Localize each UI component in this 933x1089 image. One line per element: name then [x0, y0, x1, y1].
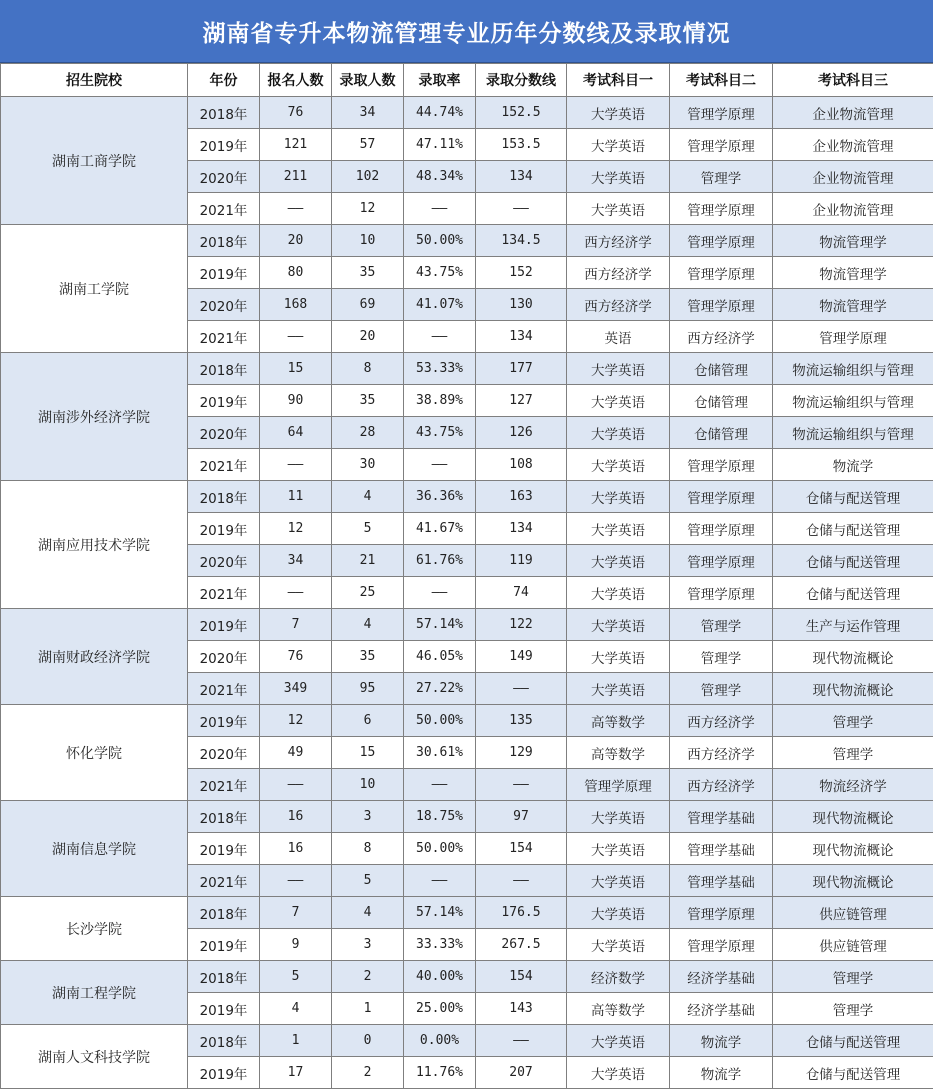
cutoff-score-cell: ——: [476, 769, 567, 801]
admitted-cell: 30: [332, 449, 404, 481]
subject-3-cell: 物流管理学: [773, 289, 933, 321]
admitted-cell: 10: [332, 769, 404, 801]
subject-3-cell: 现代物流概论: [773, 641, 933, 673]
year-cell: 2020年: [188, 737, 260, 769]
cutoff-score-cell: 149: [476, 641, 567, 673]
table-row: [1, 481, 933, 513]
subject-1-cell: 大学英语: [567, 449, 670, 481]
subject-1-cell: 大学英语: [567, 673, 670, 705]
admission-rate-cell: 41.67%: [404, 513, 476, 545]
year-cell: 2021年: [188, 865, 260, 897]
cutoff-score-cell: 134: [476, 161, 567, 193]
admitted-cell: 69: [332, 289, 404, 321]
subject-2-cell: 管理学原理: [670, 97, 773, 129]
cutoff-score-cell: 152: [476, 257, 567, 289]
subject-3-cell: 现代物流概论: [773, 673, 933, 705]
cutoff-score-cell: 129: [476, 737, 567, 769]
subject-1-cell: 大学英语: [567, 609, 670, 641]
subject-1-cell: 高等数学: [567, 993, 670, 1025]
subject-1-cell: 大学英语: [567, 1057, 670, 1089]
subject-2-cell: 管理学原理: [670, 225, 773, 257]
school-name-cell: 湖南工程学院: [1, 961, 188, 1025]
admission-rate-cell: 43.75%: [404, 257, 476, 289]
admission-rate-cell: 53.33%: [404, 353, 476, 385]
subject-3-cell: 管理学: [773, 705, 933, 737]
cutoff-score-cell: 122: [476, 609, 567, 641]
header-school: 招生院校: [1, 64, 188, 97]
applicants-cell: 76: [260, 97, 332, 129]
admission-rate-cell: ——: [404, 577, 476, 609]
cutoff-score-cell: 74: [476, 577, 567, 609]
table-row: [1, 961, 933, 993]
year-cell: 2018年: [188, 961, 260, 993]
subject-2-cell: 管理学原理: [670, 481, 773, 513]
admission-rate-cell: 0.00%: [404, 1025, 476, 1057]
admitted-cell: 21: [332, 545, 404, 577]
subject-3-cell: 物流经济学: [773, 769, 933, 801]
subject-1-cell: 大学英语: [567, 417, 670, 449]
year-cell: 2021年: [188, 449, 260, 481]
subject-3-cell: 管理学: [773, 961, 933, 993]
subject-1-cell: 大学英语: [567, 161, 670, 193]
admitted-cell: 4: [332, 481, 404, 513]
subject-3-cell: 企业物流管理: [773, 193, 933, 225]
admitted-cell: 5: [332, 513, 404, 545]
subject-1-cell: 西方经济学: [567, 289, 670, 321]
school-name-cell: 湖南应用技术学院: [1, 481, 188, 609]
admission-rate-cell: ——: [404, 865, 476, 897]
year-cell: 2018年: [188, 481, 260, 513]
admission-rate-cell: 18.75%: [404, 801, 476, 833]
table-row: [1, 897, 933, 929]
subject-3-cell: 生产与运作管理: [773, 609, 933, 641]
admission-rate-cell: 47.11%: [404, 129, 476, 161]
school-name-cell: 湖南涉外经济学院: [1, 353, 188, 481]
applicants-cell: ——: [260, 577, 332, 609]
admission-rate-cell: 57.14%: [404, 609, 476, 641]
subject-1-cell: 西方经济学: [567, 225, 670, 257]
subject-1-cell: 大学英语: [567, 545, 670, 577]
cutoff-score-cell: ——: [476, 193, 567, 225]
subject-2-cell: 管理学原理: [670, 289, 773, 321]
subject-2-cell: 经济学基础: [670, 993, 773, 1025]
applicants-cell: 211: [260, 161, 332, 193]
admission-table: [0, 63, 933, 1089]
cutoff-score-cell: 97: [476, 801, 567, 833]
admitted-cell: 3: [332, 929, 404, 961]
applicants-cell: ——: [260, 865, 332, 897]
table-row: [1, 225, 933, 257]
admission-rate-cell: 33.33%: [404, 929, 476, 961]
year-cell: 2018年: [188, 1025, 260, 1057]
header-applicants: 报名人数: [260, 64, 332, 97]
cutoff-score-cell: 127: [476, 385, 567, 417]
admission-rate-cell: ——: [404, 449, 476, 481]
applicants-cell: 168: [260, 289, 332, 321]
subject-3-cell: 企业物流管理: [773, 129, 933, 161]
school-name-cell: 湖南财政经济学院: [1, 609, 188, 705]
cutoff-score-cell: 119: [476, 545, 567, 577]
cutoff-score-cell: 153.5: [476, 129, 567, 161]
subject-2-cell: 物流学: [670, 1025, 773, 1057]
applicants-cell: 5: [260, 961, 332, 993]
admission-rate-cell: 27.22%: [404, 673, 476, 705]
year-cell: 2021年: [188, 577, 260, 609]
subject-3-cell: 管理学: [773, 737, 933, 769]
applicants-cell: 17: [260, 1057, 332, 1089]
subject-1-cell: 经济数学: [567, 961, 670, 993]
subject-3-cell: 现代物流概论: [773, 801, 933, 833]
year-cell: 2021年: [188, 673, 260, 705]
admission-rate-cell: 41.07%: [404, 289, 476, 321]
school-name-cell: 长沙学院: [1, 897, 188, 961]
table-row: [1, 705, 933, 737]
year-cell: 2019年: [188, 129, 260, 161]
applicants-cell: 4: [260, 993, 332, 1025]
cutoff-score-cell: ——: [476, 865, 567, 897]
cutoff-score-cell: 177: [476, 353, 567, 385]
cutoff-score-cell: 176.5: [476, 897, 567, 929]
subject-2-cell: 仓储管理: [670, 353, 773, 385]
year-cell: 2020年: [188, 417, 260, 449]
applicants-cell: ——: [260, 769, 332, 801]
subject-3-cell: 物流运输组织与管理: [773, 353, 933, 385]
admission-rate-cell: 43.75%: [404, 417, 476, 449]
admitted-cell: 35: [332, 385, 404, 417]
applicants-cell: 16: [260, 833, 332, 865]
admitted-cell: 102: [332, 161, 404, 193]
year-cell: 2019年: [188, 833, 260, 865]
subject-1-cell: 大学英语: [567, 481, 670, 513]
year-cell: 2018年: [188, 897, 260, 929]
cutoff-score-cell: 108: [476, 449, 567, 481]
admission-rate-cell: 46.05%: [404, 641, 476, 673]
subject-2-cell: 管理学原理: [670, 193, 773, 225]
applicants-cell: ——: [260, 449, 332, 481]
subject-1-cell: 高等数学: [567, 705, 670, 737]
year-cell: 2019年: [188, 993, 260, 1025]
admitted-cell: 6: [332, 705, 404, 737]
school-name-cell: 湖南工商学院: [1, 97, 188, 225]
subject-2-cell: 管理学: [670, 641, 773, 673]
year-cell: 2021年: [188, 193, 260, 225]
admission-rate-cell: 50.00%: [404, 225, 476, 257]
subject-3-cell: 物流运输组织与管理: [773, 385, 933, 417]
admission-rate-cell: 48.34%: [404, 161, 476, 193]
admitted-cell: 8: [332, 833, 404, 865]
cutoff-score-cell: 135: [476, 705, 567, 737]
admitted-cell: 8: [332, 353, 404, 385]
subject-1-cell: 西方经济学: [567, 257, 670, 289]
year-cell: 2019年: [188, 609, 260, 641]
header-year: 年份: [188, 64, 260, 97]
year-cell: 2018年: [188, 225, 260, 257]
subject-1-cell: 大学英语: [567, 929, 670, 961]
subject-3-cell: 仓储与配送管理: [773, 481, 933, 513]
admitted-cell: 28: [332, 417, 404, 449]
cutoff-score-cell: 207: [476, 1057, 567, 1089]
applicants-cell: 9: [260, 929, 332, 961]
subject-1-cell: 大学英语: [567, 897, 670, 929]
subject-2-cell: 物流学: [670, 1057, 773, 1089]
subject-3-cell: 物流学: [773, 449, 933, 481]
admitted-cell: 35: [332, 641, 404, 673]
admitted-cell: 4: [332, 609, 404, 641]
table-row: [1, 801, 933, 833]
subject-3-cell: 企业物流管理: [773, 97, 933, 129]
subject-2-cell: 仓储管理: [670, 385, 773, 417]
subject-2-cell: 西方经济学: [670, 321, 773, 353]
admission-rate-cell: 57.14%: [404, 897, 476, 929]
subject-1-cell: 大学英语: [567, 833, 670, 865]
year-cell: 2018年: [188, 353, 260, 385]
applicants-cell: 15: [260, 353, 332, 385]
subject-1-cell: 大学英语: [567, 385, 670, 417]
table-row: [1, 1025, 933, 1057]
subject-1-cell: 大学英语: [567, 353, 670, 385]
subject-3-cell: 企业物流管理: [773, 161, 933, 193]
year-cell: 2018年: [188, 801, 260, 833]
admission-rate-cell: 38.89%: [404, 385, 476, 417]
school-name-cell: 湖南工学院: [1, 225, 188, 353]
subject-1-cell: 大学英语: [567, 801, 670, 833]
admitted-cell: 35: [332, 257, 404, 289]
cutoff-score-cell: ——: [476, 673, 567, 705]
applicants-cell: 12: [260, 705, 332, 737]
school-name-cell: 怀化学院: [1, 705, 188, 801]
page-title: 湖南省专升本物流管理专业历年分数线及录取情况: [0, 0, 933, 63]
subject-1-cell: 高等数学: [567, 737, 670, 769]
cutoff-score-cell: 152.5: [476, 97, 567, 129]
subject-1-cell: 大学英语: [567, 193, 670, 225]
year-cell: 2019年: [188, 385, 260, 417]
year-cell: 2021年: [188, 321, 260, 353]
table-body: [1, 97, 933, 1089]
subject-3-cell: 物流管理学: [773, 225, 933, 257]
admitted-cell: 20: [332, 321, 404, 353]
applicants-cell: 7: [260, 609, 332, 641]
admitted-cell: 0: [332, 1025, 404, 1057]
cutoff-score-cell: 134: [476, 321, 567, 353]
admission-rate-cell: 11.76%: [404, 1057, 476, 1089]
admitted-cell: 57: [332, 129, 404, 161]
year-cell: 2019年: [188, 929, 260, 961]
admission-rate-cell: 50.00%: [404, 705, 476, 737]
subject-2-cell: 管理学原理: [670, 929, 773, 961]
subject-3-cell: 管理学原理: [773, 321, 933, 353]
table-row: [1, 609, 933, 641]
subject-3-cell: 管理学: [773, 993, 933, 1025]
applicants-cell: 80: [260, 257, 332, 289]
admitted-cell: 4: [332, 897, 404, 929]
subject-3-cell: 仓储与配送管理: [773, 1025, 933, 1057]
subject-1-cell: 大学英语: [567, 129, 670, 161]
applicants-cell: 90: [260, 385, 332, 417]
subject-3-cell: 物流管理学: [773, 257, 933, 289]
applicants-cell: 1: [260, 1025, 332, 1057]
header-rate: 录取率: [404, 64, 476, 97]
admitted-cell: 3: [332, 801, 404, 833]
subject-3-cell: 物流运输组织与管理: [773, 417, 933, 449]
admitted-cell: 1: [332, 993, 404, 1025]
subject-3-cell: 仓储与配送管理: [773, 577, 933, 609]
subject-2-cell: 管理学: [670, 673, 773, 705]
admitted-cell: 34: [332, 97, 404, 129]
applicants-cell: 16: [260, 801, 332, 833]
subject-2-cell: 管理学: [670, 161, 773, 193]
subject-1-cell: 大学英语: [567, 1025, 670, 1057]
year-cell: 2020年: [188, 161, 260, 193]
subject-2-cell: 经济学基础: [670, 961, 773, 993]
cutoff-score-cell: 126: [476, 417, 567, 449]
subject-1-cell: 大学英语: [567, 865, 670, 897]
year-cell: 2019年: [188, 513, 260, 545]
school-name-cell: 湖南信息学院: [1, 801, 188, 897]
subject-1-cell: 英语: [567, 321, 670, 353]
applicants-cell: ——: [260, 193, 332, 225]
admission-rate-cell: 61.76%: [404, 545, 476, 577]
applicants-cell: 49: [260, 737, 332, 769]
subject-3-cell: 仓储与配送管理: [773, 545, 933, 577]
subject-3-cell: 现代物流概论: [773, 833, 933, 865]
admission-rate-cell: 25.00%: [404, 993, 476, 1025]
admitted-cell: 5: [332, 865, 404, 897]
subject-2-cell: 管理学基础: [670, 801, 773, 833]
admission-rate-cell: ——: [404, 321, 476, 353]
subject-2-cell: 管理学原理: [670, 449, 773, 481]
applicants-cell: 7: [260, 897, 332, 929]
cutoff-score-cell: 154: [476, 961, 567, 993]
header-subject-2: 考试科目二: [670, 64, 773, 97]
subject-3-cell: 现代物流概论: [773, 865, 933, 897]
year-cell: 2018年: [188, 97, 260, 129]
year-cell: 2021年: [188, 769, 260, 801]
applicants-cell: 121: [260, 129, 332, 161]
applicants-cell: 34: [260, 545, 332, 577]
subject-2-cell: 管理学原理: [670, 897, 773, 929]
applicants-cell: 76: [260, 641, 332, 673]
year-cell: 2020年: [188, 545, 260, 577]
table-row: [1, 353, 933, 385]
header-cutoff: 录取分数线: [476, 64, 567, 97]
admission-rate-cell: 44.74%: [404, 97, 476, 129]
applicants-cell: 20: [260, 225, 332, 257]
year-cell: 2020年: [188, 641, 260, 673]
subject-3-cell: 仓储与配送管理: [773, 1057, 933, 1089]
admission-rate-cell: ——: [404, 193, 476, 225]
subject-3-cell: 供应链管理: [773, 897, 933, 929]
header-subject-3: 考试科目三: [773, 64, 933, 97]
subject-1-cell: 大学英语: [567, 641, 670, 673]
year-cell: 2019年: [188, 257, 260, 289]
admitted-cell: 2: [332, 1057, 404, 1089]
subject-2-cell: 管理学原理: [670, 257, 773, 289]
cutoff-score-cell: 134: [476, 513, 567, 545]
cutoff-score-cell: 154: [476, 833, 567, 865]
applicants-cell: 11: [260, 481, 332, 513]
table-row: [1, 97, 933, 129]
subject-2-cell: 西方经济学: [670, 705, 773, 737]
cutoff-score-cell: 130: [476, 289, 567, 321]
subject-2-cell: 仓储管理: [670, 417, 773, 449]
admission-rate-cell: 50.00%: [404, 833, 476, 865]
subject-3-cell: 仓储与配送管理: [773, 513, 933, 545]
subject-1-cell: 大学英语: [567, 97, 670, 129]
applicants-cell: 349: [260, 673, 332, 705]
admitted-cell: 25: [332, 577, 404, 609]
applicants-cell: 64: [260, 417, 332, 449]
cutoff-score-cell: ——: [476, 1025, 567, 1057]
applicants-cell: 12: [260, 513, 332, 545]
admitted-cell: 95: [332, 673, 404, 705]
subject-1-cell: 大学英语: [567, 577, 670, 609]
subject-3-cell: 供应链管理: [773, 929, 933, 961]
subject-2-cell: 管理学基础: [670, 833, 773, 865]
subject-2-cell: 管理学原理: [670, 577, 773, 609]
admitted-cell: 12: [332, 193, 404, 225]
admitted-cell: 10: [332, 225, 404, 257]
admission-rate-cell: 40.00%: [404, 961, 476, 993]
subject-1-cell: 管理学原理: [567, 769, 670, 801]
subject-2-cell: 管理学原理: [670, 129, 773, 161]
subject-2-cell: 管理学: [670, 609, 773, 641]
admitted-cell: 2: [332, 961, 404, 993]
school-name-cell: 湖南人文科技学院: [1, 1025, 188, 1089]
subject-1-cell: 大学英语: [567, 513, 670, 545]
admitted-cell: 15: [332, 737, 404, 769]
subject-2-cell: 管理学原理: [670, 513, 773, 545]
header-subject-1: 考试科目一: [567, 64, 670, 97]
header-admitted: 录取人数: [332, 64, 404, 97]
subject-2-cell: 管理学基础: [670, 865, 773, 897]
subject-2-cell: 西方经济学: [670, 737, 773, 769]
subject-2-cell: 管理学原理: [670, 545, 773, 577]
header-row: [1, 64, 933, 97]
cutoff-score-cell: 143: [476, 993, 567, 1025]
cutoff-score-cell: 134.5: [476, 225, 567, 257]
admission-rate-cell: 30.61%: [404, 737, 476, 769]
cutoff-score-cell: 267.5: [476, 929, 567, 961]
year-cell: 2019年: [188, 705, 260, 737]
admission-rate-cell: ——: [404, 769, 476, 801]
subject-2-cell: 西方经济学: [670, 769, 773, 801]
year-cell: 2019年: [188, 1057, 260, 1089]
cutoff-score-cell: 163: [476, 481, 567, 513]
applicants-cell: ——: [260, 321, 332, 353]
year-cell: 2020年: [188, 289, 260, 321]
admission-rate-cell: 36.36%: [404, 481, 476, 513]
